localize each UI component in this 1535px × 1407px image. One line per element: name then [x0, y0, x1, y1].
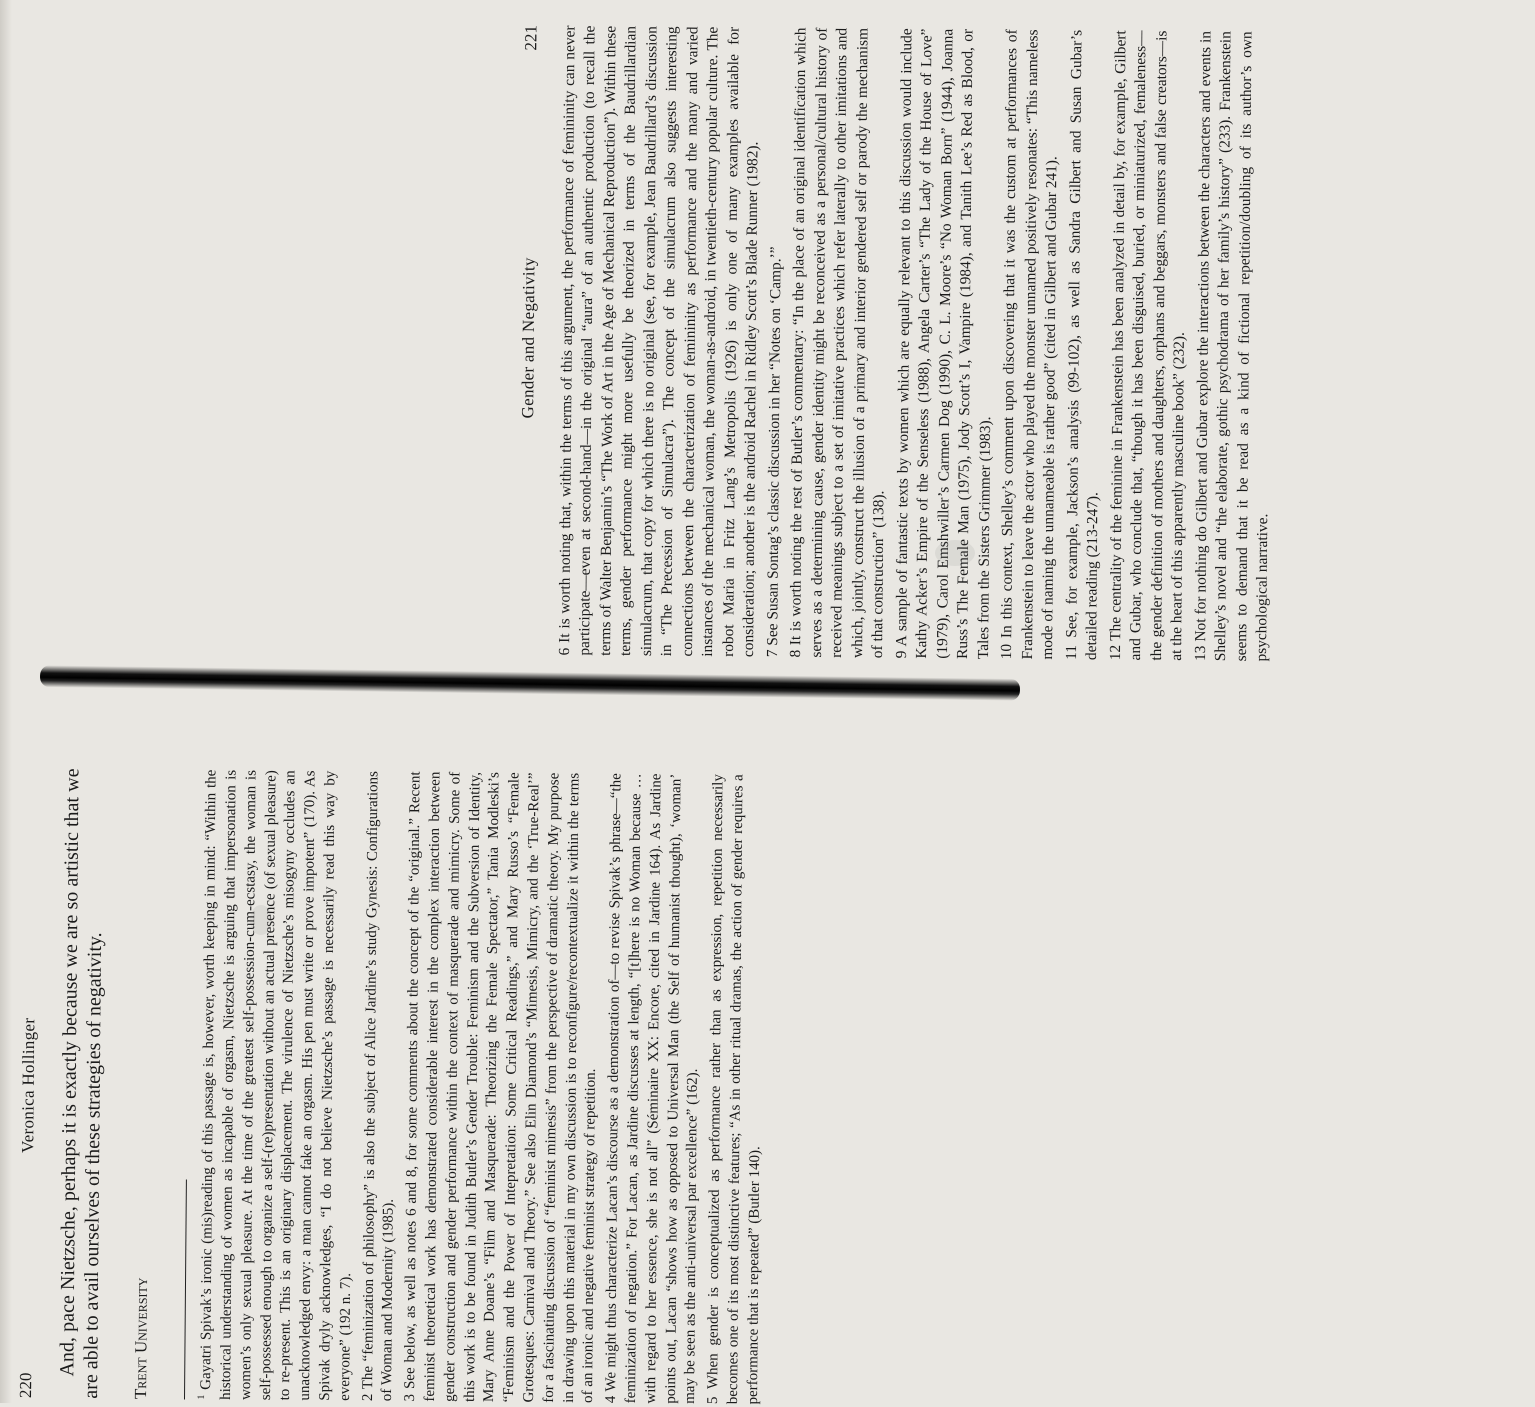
endnote	[786, 27, 894, 658]
note-text: See, for example, Jackson’s analysis (99-102), as well as Sandra Gilbert and Susan Gubar’s detailed reading (213-247).	[1062, 29, 1102, 661]
endnote	[359, 771, 404, 1401]
note-number: 2	[359, 1393, 376, 1402]
endnote	[195, 770, 361, 1401]
footnote-rule	[184, 1179, 187, 1399]
note-number: 12	[1106, 644, 1124, 661]
page-number: 220	[15, 1372, 36, 1399]
note-text: The “feminization of philosophy” is also the subject of Alice Jardine’s study Gynesis: Configurations of Woman and Modernity (1985).	[359, 771, 398, 1402]
note-text: The centrality of the feminine in Frankenstein has been analyzed in detail by, for example, Gilbert and Gubar, who conclude that, “though it has been disguised, buried, or miniaturized, femaleness—the gender definition of mothers and daughters, orphans and beggars, monsters and false creators—is at the heart of this apparently masculine book” (232).	[1106, 30, 1188, 661]
note-number: 9	[892, 650, 910, 659]
page-220	[15, 768, 1035, 1407]
endnotes-left	[195, 770, 769, 1405]
note-text: See below, as well as notes 6 and 8, for some comments about the concept of the “original.” Recent feminist theoretical work has demonstrated considerable interest in the complex interaction between gender construction and gender performance within the context of masquerade and mimicry. Some of this work is to be found in Judith Butler’s Gender Trouble: Feminism and the Subversion of Identity, Mary Anne Doane’s “Film and Masquerade: Theorizing the Female Spectator,” Tania Modleski’s “Feminism and the Power of Intepretation: Some Critical Readings,” and Mary Russo’s “Female Grotesques: Carnival and Theory.” See also Elin Diamond’s “Mimesis, Mimicry, and the ‘True-Real’” for a fascinating discussion of “feminist mimesis” from the perspective of dramatic theory. My purpose in drawing upon this material in my own discussion is to reconfigure/recontextualize it within the terms of an ironic and negative feminist strategy of repetition.	[402, 771, 600, 1404]
note-text: Not for nothing do Gilbert and Gubar explore the interactions between the characters and events in Shelley’s novel and “the elaborate, gothic psychodrama of her family’s history” (233). Frankenstein seems to demand that it be read as a kind of fictional repetition/doubling of its author’s own psychological narrative.	[1191, 30, 1272, 662]
endnote	[1191, 31, 1278, 662]
note-number: 4	[603, 1395, 620, 1404]
page-header	[15, 768, 48, 1398]
scan-smudge	[250, 905, 272, 935]
page-header	[515, 25, 548, 655]
endnote	[763, 27, 789, 657]
note-text: When gender is conceptualized as performance rather than as expression, repetition necessarily becomes one of its most distinctive features; “As in other ritual dramas, the action of gender requires a performance that is repeated” (Butler 140).	[705, 774, 763, 1405]
scan-smudge	[935, 540, 975, 566]
note-text: We might thus characterize Lacan’s discourse as a demonstration of—to revise Spivak’s phrase—“the feminization of negation.” For Lacan, as Jardine discusses at length, “[t]here is no Woman because … with regard to her essence, she is not all” (Séminaire XX: Encore, cited in Jardine 164). As Jardine points out, Lacan “shows how as opposed to Universal Man (the Self of humanist thought), ‘woman’ may be seen as the anti-universal par excellence” (162).	[603, 773, 702, 1404]
note-number: 11	[1062, 644, 1080, 660]
body-paragraph: And, pace Nietzsche, perhaps it is exactly because we are so artistic that we are able to avail ourselves of these strategies of negativity.	[56, 768, 107, 1399]
note-text: Gayatri Spivak’s ironic (mis)reading of this passage is, however, worth keeping in mind: “Within the historical understanding of women as incapable of orgasm, Nietzsche is arguing that impersonation is women’s only sexual pleasure. At the time of the greatest self-possession-cum-ecstasy, the woman is self-possessed enough to organize a self-(re)presentation without an actual presence (of sexual pleasure) to re-present. This is an originary displacement. The virulence of Nietzsche’s misogyny occludes an unacknowledged envy: a man cannot fake an orgasm. His pen must write or prove impotent” (170). As Spivak dryly acknowledges, “I do not believe Nietzsche’s passage is necessarily read this way by everyone” (192 n. 7).	[198, 769, 354, 1401]
running-head: Gender and Negativity	[518, 257, 539, 419]
endnotes-right	[555, 25, 1278, 661]
note-number: 8	[787, 649, 805, 658]
endnote	[997, 29, 1064, 660]
book-gutter-shadow	[40, 665, 1020, 701]
note-number: 7	[763, 649, 781, 658]
note-text: See Susan Sontag’s classic discussion in her “Notes on ‘Camp.’”	[763, 246, 785, 646]
endnote	[602, 773, 706, 1404]
page-221	[515, 25, 1535, 664]
scan-edge	[0, 0, 12, 1403]
note-number: 6	[555, 647, 574, 656]
endnote	[1106, 30, 1193, 661]
endnote	[1062, 30, 1108, 660]
page-number: 221	[521, 25, 541, 51]
note-number: 10	[998, 643, 1016, 660]
note-number: 5	[705, 1396, 722, 1405]
note-number: 3	[402, 1393, 419, 1402]
note-text: It is worth noting the rest of Butler’s commentary: “In the place of an original identification which serves as a determining cause, gender identity might be reconceived as a personal/cultural history of received meanings subject to a set of imitative practices which refer laterally to other imitations and which, jointly, construct the illusion of a primary and interior gendered self or parody the mechanism of that construction” (138).	[787, 27, 888, 659]
endnote	[555, 25, 765, 657]
endnote	[401, 771, 604, 1403]
endnote	[704, 774, 769, 1404]
note-number: 1	[196, 1394, 208, 1400]
note-text: A sample of fantastic texts by women which are equally relevant to this discussion would include Kathy Acker’s Empire of the Senseless (1988), Angela Carter’s “The Lady of the House of Love” (1979), Carol Emshwiller’s Carmen Dog (1990), C. L. Moore’s “No Woman Born” (1944), Joanna Russ’s The Female Man (1975), Jody Scott’s I, Vampire (1984), and Tanith Lee’s Red as Blood, or Tales from the Sisters Grimmer (1983).	[892, 28, 994, 660]
note-text: It is worth noting that, within the terms of this argument, the performance of femininity can never participate—even at second-hand—in the original “aura” of an authentic production (to recall the terms of Walter Benjamin’s “The Work of Art in the Age of Mechanical Reproduction”). Within these terms, gender performance might more usefully be theorized in terms of the Baudrillardian simulacrum, that copy for which there is no original (see, for example, Jean Baudrillard’s discussion in “The Precession of Simulacra”). The concept of the simulacrum also suggests interesting connections between the characterization of femininity as performance and the many and varied instances of the mechanical woman, the woman-as-android, in twentieth-century popular culture. The robot Maria in Fritz Lang’s Metropolis (1926) is only one of many examples available for consideration; another is the android Rachel in Ridley Scott’s Blade Runner (1982).	[556, 25, 762, 658]
running-head: Veronica Hollinger	[18, 1017, 39, 1154]
note-number: 13	[1191, 645, 1209, 662]
author-affiliation: Trent University	[130, 1277, 151, 1400]
note-text: In this context, Shelley’s comment upon discovering that it was the custom at performances of Frankenstein to leave the actor who played the monster unnamed positively resonates: “This nameless mode of naming the unnameable is rather good” (cited in Gilbert and Gubar 241).	[998, 29, 1061, 660]
